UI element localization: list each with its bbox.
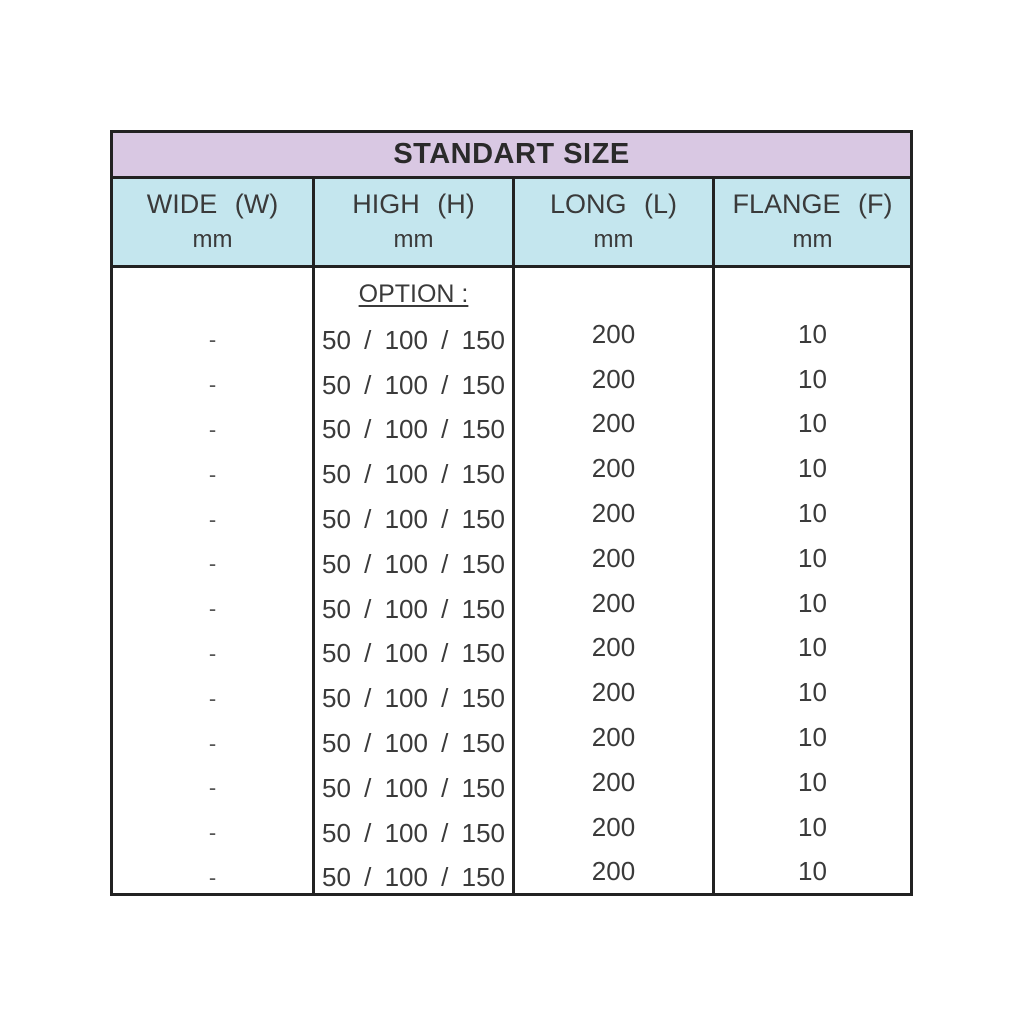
flange-cell: 10 xyxy=(798,408,827,439)
high-cell: 50 / 100 / 150 xyxy=(321,817,506,848)
long-cell: 200 xyxy=(591,766,636,797)
flange-cell: 10 xyxy=(798,811,827,842)
long-cell: 200 xyxy=(591,453,636,484)
standard-size-table xyxy=(110,130,913,896)
header-high-unit: mm xyxy=(393,226,434,253)
high-values xyxy=(315,318,512,900)
table-title: STANDART SIZE xyxy=(113,133,910,179)
long-cell: 200 xyxy=(591,363,636,394)
long-cell: 200 xyxy=(591,498,636,529)
long-cell: 200 xyxy=(591,318,636,349)
flange-cell: 10 xyxy=(798,542,827,573)
wide-cell: - xyxy=(208,506,217,532)
high-cell: 50 / 100 / 150 xyxy=(321,593,506,624)
flange-cell: 10 xyxy=(798,498,827,529)
high-cell: 50 / 100 / 150 xyxy=(321,324,506,355)
option-label: OPTION : xyxy=(358,280,469,308)
wide-cell: - xyxy=(208,775,217,801)
flange-cell: 10 xyxy=(798,856,827,887)
flange-values xyxy=(715,312,910,894)
flange-cell: 10 xyxy=(798,587,827,618)
header-high-name: HIGH (H) xyxy=(352,189,475,219)
header-high xyxy=(315,179,515,265)
high-cell: 50 / 100 / 150 xyxy=(321,548,506,579)
long-cell: 200 xyxy=(591,408,636,439)
flange-cell: 10 xyxy=(798,677,827,708)
wide-cell: - xyxy=(208,640,217,666)
long-cell: 200 xyxy=(591,632,636,663)
wide-cell: - xyxy=(208,416,217,442)
header-long xyxy=(515,179,715,265)
wide-cell: - xyxy=(208,327,217,353)
flange-cell: 10 xyxy=(798,766,827,797)
high-cell: 50 / 100 / 150 xyxy=(321,683,506,714)
wide-cell: - xyxy=(208,730,217,756)
header-flange-name: FLANGE (F) xyxy=(732,189,893,219)
table-body xyxy=(113,268,910,893)
flange-cell: 10 xyxy=(798,453,827,484)
header-long-name: LONG (L) xyxy=(549,189,678,219)
high-cell: 50 / 100 / 150 xyxy=(321,772,506,803)
high-cell: 50 / 100 / 150 xyxy=(321,459,506,490)
column-long xyxy=(515,268,715,893)
high-cell: 50 / 100 / 150 xyxy=(321,414,506,445)
column-wide xyxy=(113,268,315,893)
wide-cell: - xyxy=(208,596,217,622)
long-cell: 200 xyxy=(591,587,636,618)
flange-cell: 10 xyxy=(798,318,827,349)
long-cell: 200 xyxy=(591,542,636,573)
header-flange-unit: mm xyxy=(792,226,833,253)
flange-cell: 10 xyxy=(798,632,827,663)
wide-cell: - xyxy=(208,551,217,577)
wide-cell: - xyxy=(208,372,217,398)
high-cell: 50 / 100 / 150 xyxy=(321,728,506,759)
column-flange xyxy=(715,268,910,893)
wide-values xyxy=(113,318,312,900)
high-cell: 50 / 100 / 150 xyxy=(321,504,506,535)
wide-cell: - xyxy=(208,820,217,846)
wide-cell: - xyxy=(208,864,217,890)
long-cell: 200 xyxy=(591,856,636,887)
column-high xyxy=(315,268,515,893)
header-long-unit: mm xyxy=(593,226,634,253)
header-wide-unit: mm xyxy=(192,226,233,253)
high-cell: 50 / 100 / 150 xyxy=(321,369,506,400)
long-cell: 200 xyxy=(591,677,636,708)
header-row xyxy=(113,179,910,268)
long-values xyxy=(515,312,712,894)
high-cell: 50 / 100 / 150 xyxy=(321,862,506,893)
header-wide-name: WIDE (W) xyxy=(146,189,279,219)
long-cell: 200 xyxy=(591,722,636,753)
flange-cell: 10 xyxy=(798,722,827,753)
header-flange xyxy=(715,179,910,265)
high-cell: 50 / 100 / 150 xyxy=(321,638,506,669)
header-wide xyxy=(113,179,315,265)
flange-cell: 10 xyxy=(798,363,827,394)
wide-cell: - xyxy=(208,685,217,711)
wide-cell: - xyxy=(208,461,217,487)
long-cell: 200 xyxy=(591,811,636,842)
